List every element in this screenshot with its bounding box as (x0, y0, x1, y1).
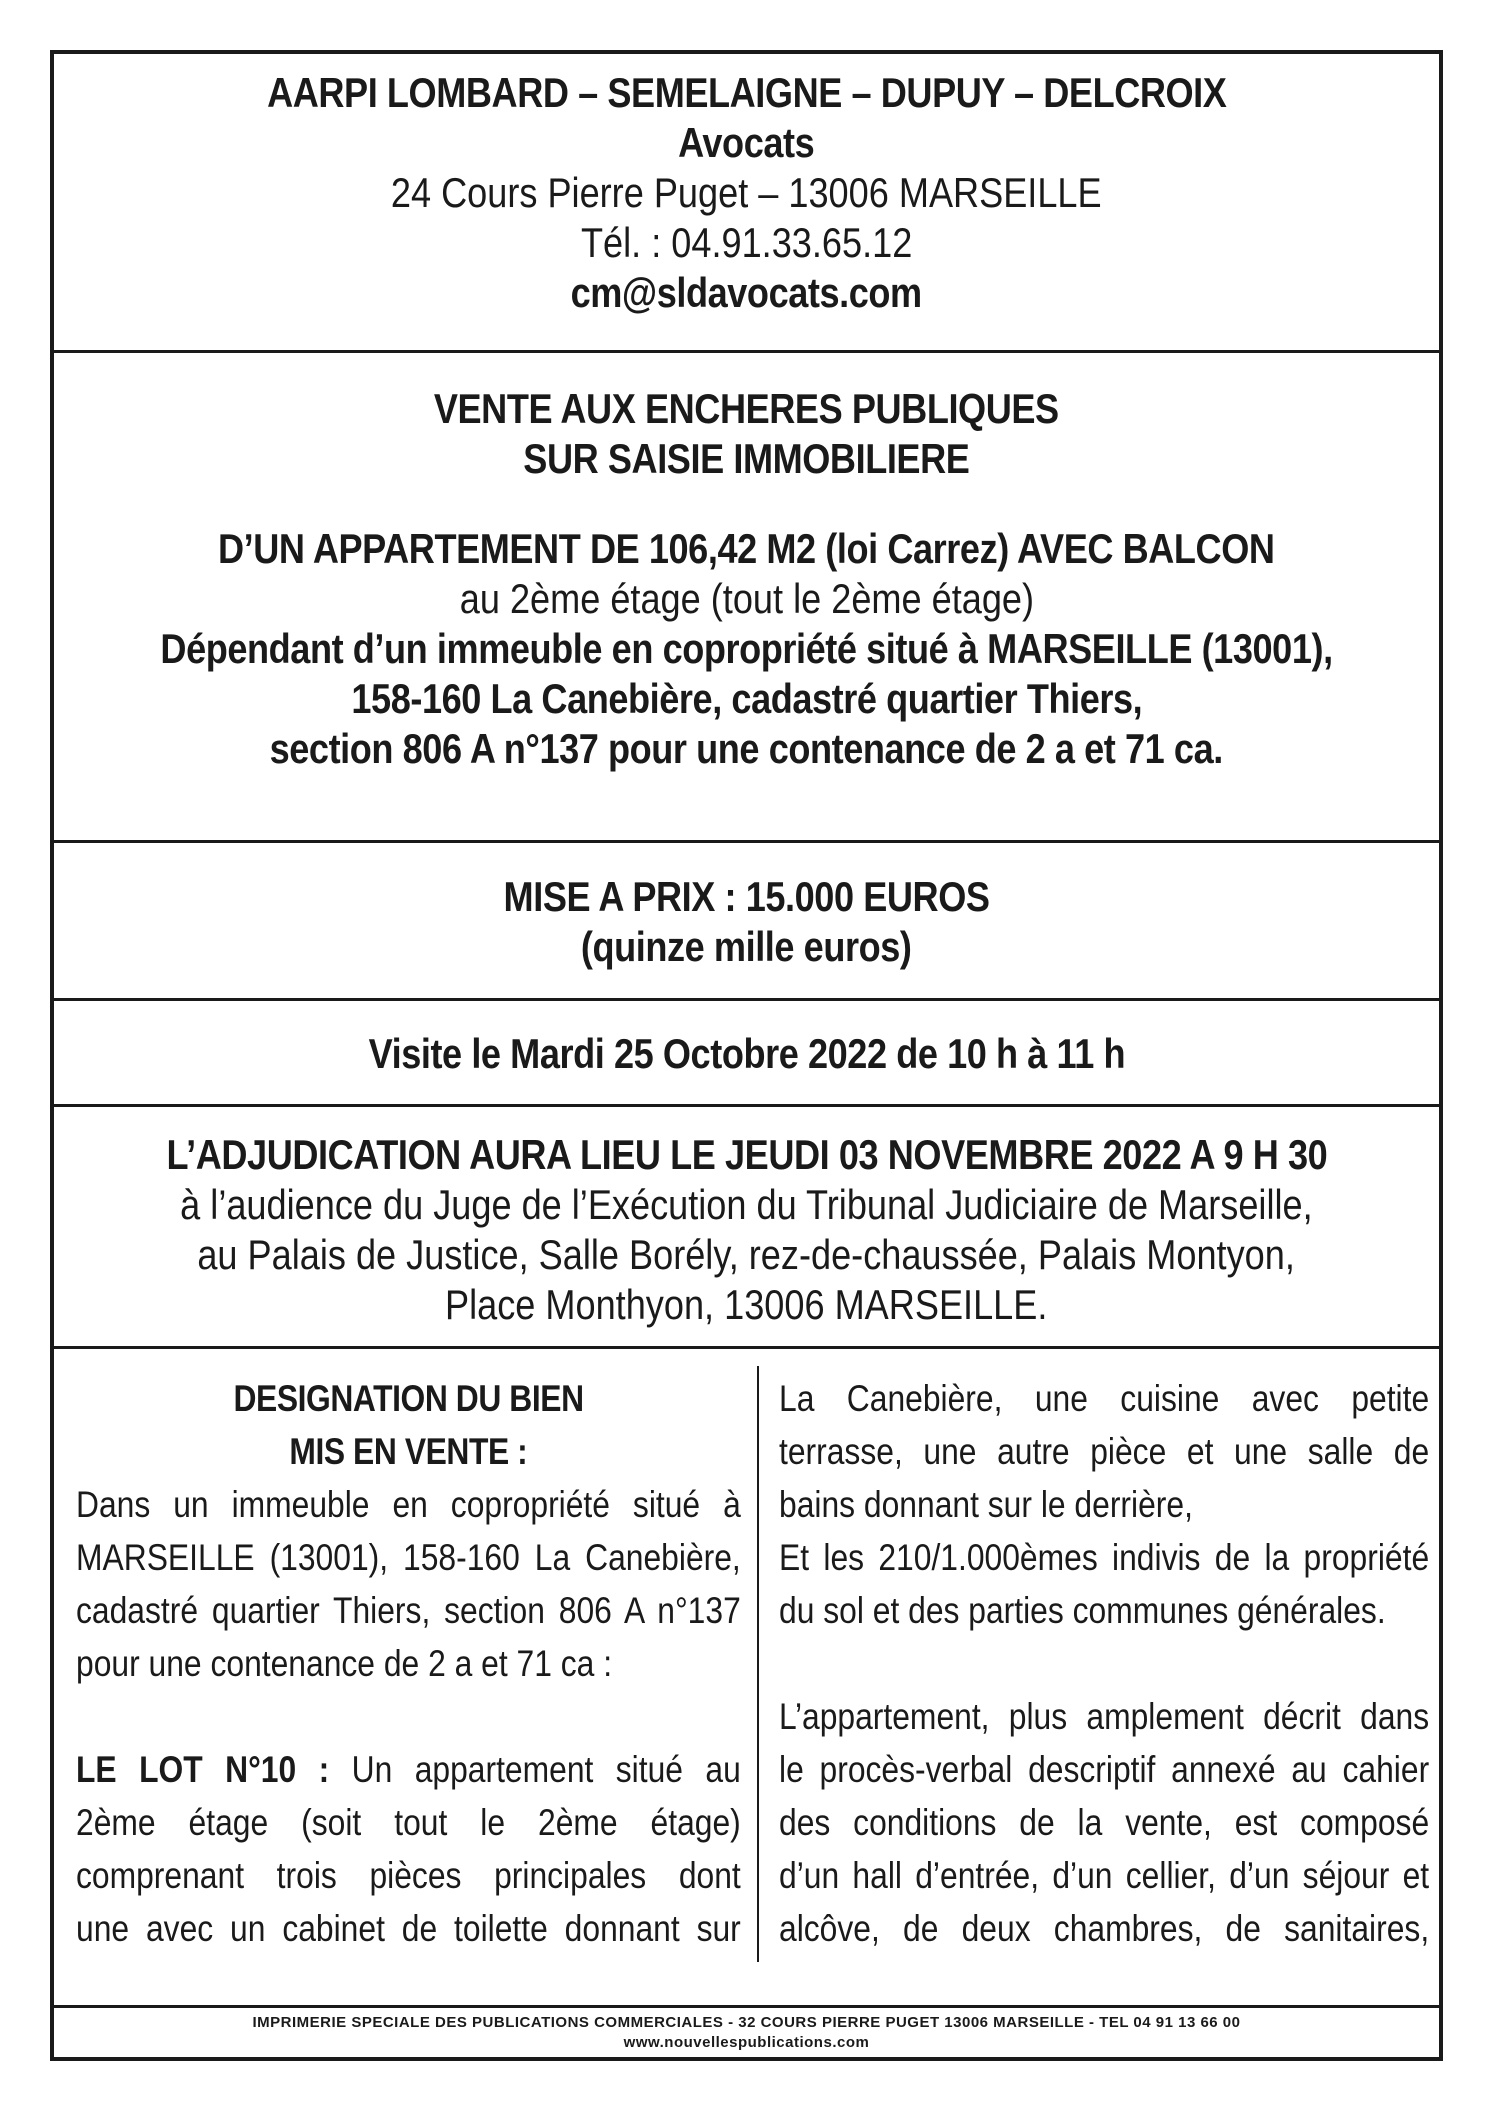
right-line: terrasse, une autre pièce et une salle de (779, 1431, 1430, 1472)
right-line: des conditions de la vente, est composé (779, 1802, 1430, 1843)
right-line: L’appartement, plus amplement décrit dans (779, 1696, 1430, 1737)
sale-building-2: 158-160 La Canebière, cadastré quartier Thiers, (351, 675, 1142, 722)
divider (54, 998, 1439, 1001)
firm-header (54, 68, 1439, 360)
notice-frame (50, 50, 1443, 2061)
right-line: d’un hall d’entrée, d’un cellier, d’un séjour et (779, 1855, 1430, 1896)
sale-title-1: VENTE AUX ENCHERES PUBLIQUES (434, 385, 1059, 432)
lot-line: comprenant trois pièces principales dont (76, 1855, 741, 1896)
right-line: bains donnant sur le derrière, (779, 1484, 1193, 1525)
adjudication-line-3: Place Monthyon, 13006 MARSEILLE. (445, 1281, 1048, 1328)
designation-heading-2: MIS EN VENTE : (289, 1431, 528, 1472)
printer-footer (54, 2007, 1439, 2057)
lot-label: LE LOT N°10 : (76, 1749, 330, 1790)
lot-line: 2ème étage (soit tout le 2ème étage) (76, 1802, 741, 1843)
designation-heading-1: DESIGNATION DU BIEN (233, 1378, 584, 1419)
right-line: du sol et des parties communes générales. (779, 1590, 1386, 1631)
right-line: le procès-verbal descriptif annexé au cahier (779, 1749, 1430, 1790)
price-label: MISE A PRIX : 15.000 EUROS (503, 873, 990, 920)
price-section (54, 872, 1439, 972)
sale-building-1: Dépendant d’un immeuble en copropriété situé à MARSEILLE (13001), (160, 625, 1333, 672)
adjudication-title: L’ADJUDICATION AURA LIEU LE JEUDI 03 NOVEMBRE 2022 A 9 H 30 (166, 1131, 1327, 1178)
firm-profession: Avocats (678, 119, 815, 166)
firm-address: 24 Cours Pierre Puget – 13006 MARSEILLE (391, 169, 1102, 216)
lot-first-line (76, 1743, 741, 1796)
designation-right-column (779, 1354, 1429, 1970)
right-line: La Canebière, une cuisine avec petite (779, 1378, 1430, 1419)
right-paragraph (779, 1372, 1429, 1955)
sale-section (54, 384, 1439, 774)
printer-website: www.nouvellespublications.com (623, 2034, 870, 2051)
price-words: (quinze mille euros) (581, 923, 912, 970)
firm-phone: Tél. : 04.91.33.65.12 (580, 219, 913, 266)
firm-name: AARPI LOMBARD – SEMELAIGNE – DUPUY – DELCROIX (266, 69, 1227, 116)
sale-title-2: SUR SAISIE IMMOBILIERE (523, 435, 970, 482)
right-line: Et les 210/1.000èmes indivis de la propriété (779, 1537, 1430, 1578)
lot-first: Un appartement situé au (351, 1749, 741, 1790)
sale-floor: au 2ème étage (tout le 2ème étage) (459, 575, 1034, 622)
right-line: alcôve, de deux chambres, de sanitaires, (779, 1908, 1430, 1949)
divider (54, 1346, 1439, 1349)
divider (54, 350, 1439, 353)
divider (54, 1104, 1439, 1107)
designation-paragraph (76, 1478, 741, 1955)
adjudication-line-1: à l’audience du Juge de l’Exécution du Tribunal Judiciaire de Marseille, (180, 1181, 1313, 1228)
designation-section (54, 1354, 1439, 1970)
column-divider (757, 1366, 759, 1962)
lot-line: une avec un cabinet de toilette donnant sur (76, 1908, 741, 1949)
designation-line: Dans un immeuble en copropriété situé à (76, 1484, 741, 1525)
sale-object: D’UN APPARTEMENT DE 106,42 M2 (loi Carrez) AVEC BALCON (218, 525, 1275, 572)
sale-building-3: section 806 A n°137 pour une contenance de 2 a et 71 ca. (269, 725, 1224, 772)
designation-line: cadastré quartier Thiers, section 806 A n°137 (76, 1590, 741, 1631)
visit-text: Visite le Mardi 25 Octobre 2022 de 10 h à 11 h (368, 1030, 1125, 1077)
printer-info: IMPRIMERIE SPECIALE DES PUBLICATIONS COMMERCIALES - 32 COURS PIERRE PUGET 13006 MARSEILLE - TEL 04 91 13 66 00 (252, 2014, 1241, 2031)
divider (54, 840, 1439, 843)
designation-left-column (76, 1354, 741, 1970)
designation-line: pour une contenance de 2 a et 71 ca : (76, 1643, 613, 1684)
adjudication-line-2: au Palais de Justice, Salle Borély, rez-de-chaussée, Palais Montyon, (197, 1231, 1296, 1278)
visit-section (54, 1029, 1439, 1079)
firm-email: cm@sldavocats.com (570, 269, 923, 316)
adjudication-section (54, 1130, 1439, 1330)
designation-line: MARSEILLE (13001), 158-160 La Canebière, (76, 1537, 741, 1578)
